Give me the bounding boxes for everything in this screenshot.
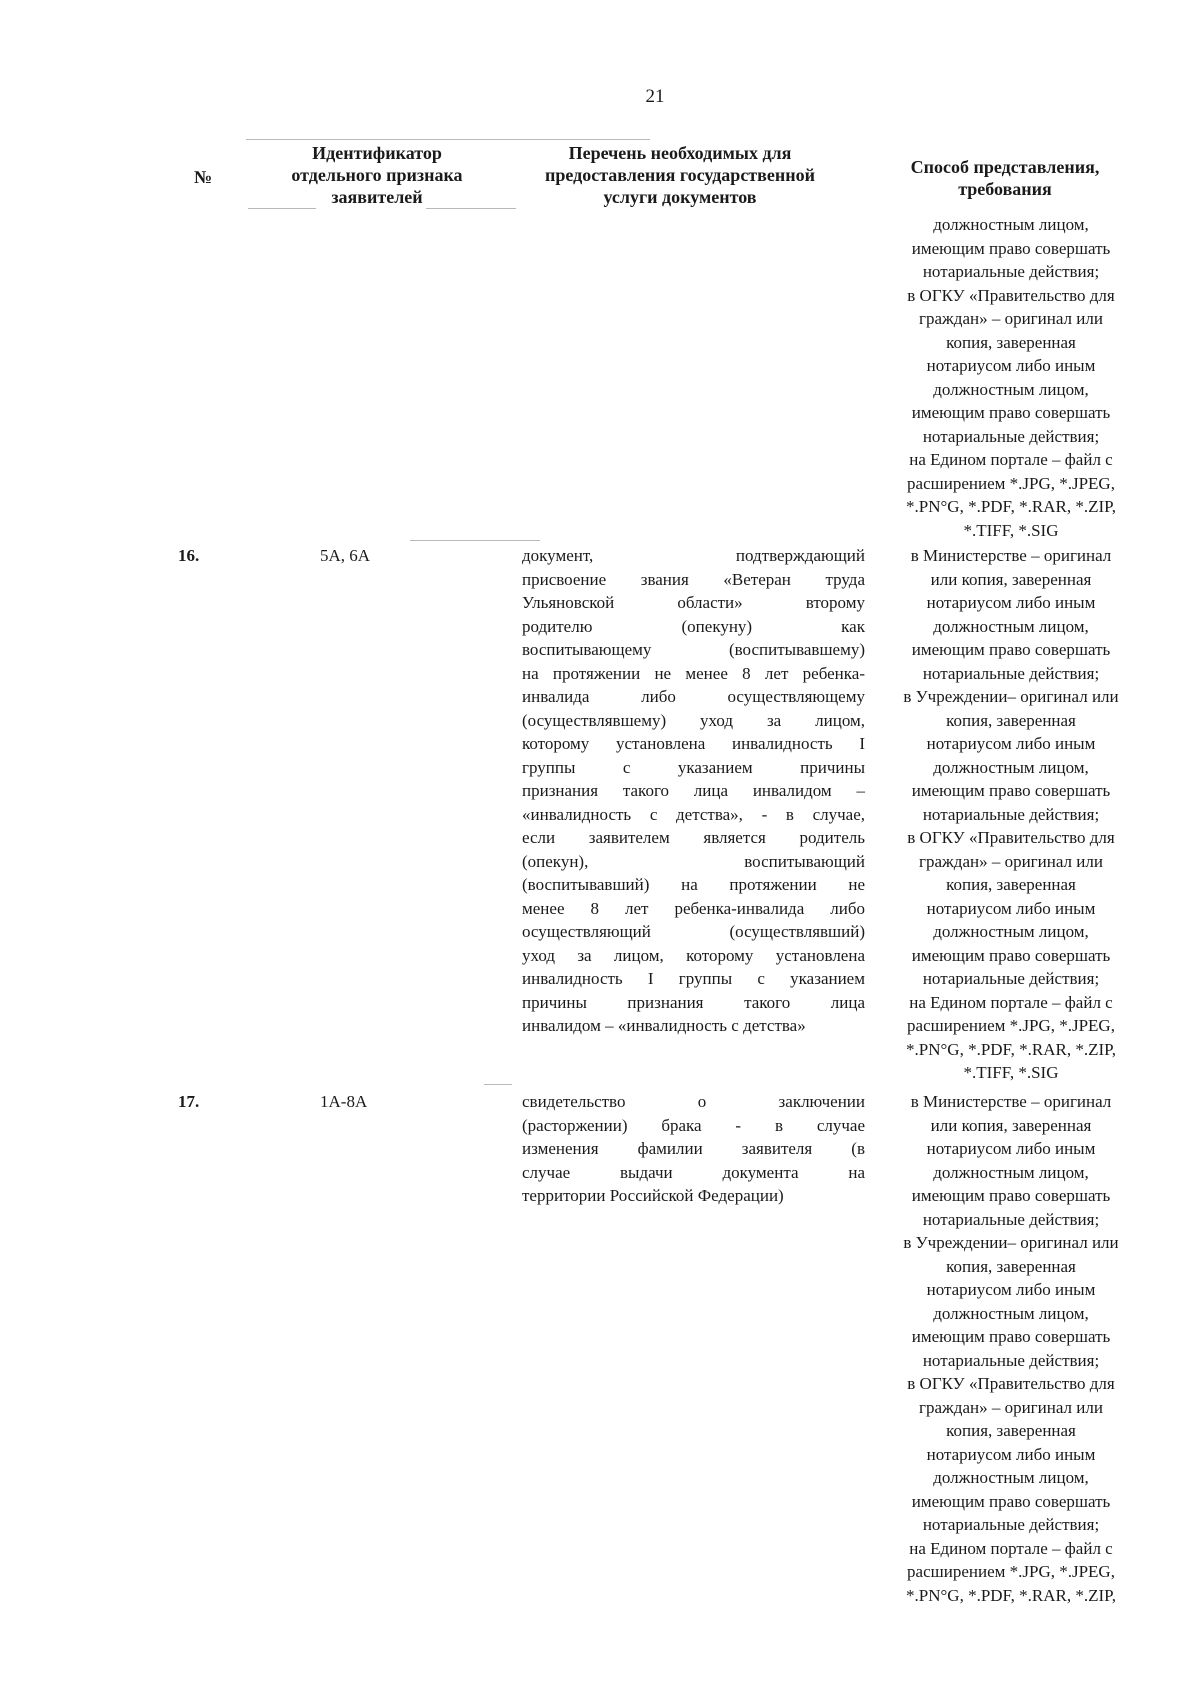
cell-text-line: должностным лицом, [933, 922, 1089, 941]
header-documents-line: Перечень необходимых для [568, 143, 792, 163]
cell-text-line: граждан» – оригинал или [919, 851, 1103, 871]
cell-text-line: нотариальные действия; [922, 663, 1100, 683]
cell-text-line: менее 8 лет ребенка-инвалида либо [522, 898, 865, 918]
cell-text-line: причины признания такого лица [522, 992, 865, 1012]
cell-text-line: в ОГКУ «Правительство для [907, 285, 1115, 305]
cell-text-line: осуществляющий (осуществлявший) [522, 922, 865, 941]
cell-text-line: документ, подтверждающий [522, 546, 865, 565]
cell-text-line: имеющим право совершать [911, 403, 1111, 422]
cell-text-line: нотариальные действия; [922, 426, 1100, 446]
cell-text-line: на Едином портале – файл с [909, 1538, 1113, 1558]
header-identifier-line: отдельного признака [291, 165, 463, 185]
cell-text-line: *.PN°G, *.PDF, *.RAR, *.ZIP, [906, 1039, 1116, 1059]
cell-text-line: «инвалидность с детства», - в случае, [522, 804, 865, 824]
cell-text-line: (осуществлявшему) уход за лицом, [522, 710, 865, 730]
cell-text-line: нотариусом либо иным [926, 1444, 1096, 1464]
header-documents-line: услуги документов [603, 187, 757, 207]
cell-text-line: в ОГКУ «Правительство для [907, 828, 1115, 847]
cell-text-line: в ОГКУ «Правительство для [907, 1374, 1115, 1393]
scan-line-row17 [484, 1084, 512, 1085]
header-method-line: требования [958, 179, 1052, 199]
cell-text-line: расширением *.JPG, *.JPEG, [907, 1016, 1115, 1035]
cell-text-line: на Едином портале – файл с [909, 992, 1113, 1012]
cell-text-line: должностным лицом, [933, 757, 1089, 777]
row-number: 16. [178, 546, 200, 565]
cell-text-line: имеющим право совершать [911, 1491, 1111, 1511]
header-method-line: Способ представления, [910, 157, 1100, 177]
cell-text-line: должностным лицом, [933, 1162, 1089, 1182]
cell-text-line: *.TIFF, *.SIG [963, 520, 1059, 540]
cell-text-line: должностным лицом, [933, 616, 1089, 636]
cell-text-line: *.PN°G, *.PDF, *.RAR, *.ZIP, [906, 497, 1116, 516]
header-identifier [262, 142, 492, 208]
scan-line-row16 [410, 540, 540, 541]
cell-text-line: имеющим право совершать [911, 1327, 1111, 1346]
cell-text-line: граждан» – оригинал или [919, 309, 1103, 328]
cell-text-line: нотариусом либо иным [926, 356, 1096, 375]
row-method-cell [880, 1090, 1142, 1607]
cell-text-line: нотариальные действия; [922, 969, 1100, 988]
cell-text-line: изменения фамилии заявителя (в [522, 1139, 865, 1158]
page-number: 21 [645, 86, 665, 107]
cell-text-line: нотариусом либо иным [926, 1139, 1096, 1158]
cell-text-line: граждан» – оригинал или [919, 1397, 1103, 1417]
cell-text-line: имеющим право совершать [911, 945, 1111, 965]
header-documents-line: предоставления государственной [545, 165, 815, 185]
cell-text-line: инвалида либо осуществляющему [522, 687, 865, 706]
cell-text-line: копия, заверенная [946, 875, 1076, 894]
cell-text-line: в Учреждении– оригинал или [903, 1233, 1119, 1252]
cell-text-line: уход за лицом, которому установлена [522, 945, 865, 965]
row-number: 17. [178, 1092, 200, 1111]
cell-text-line: группы с указанием причины [522, 757, 865, 777]
cell-text-line: на протяжении не менее 8 лет ребенка- [522, 663, 865, 683]
cell-text-line: нотариальные действия; [922, 1350, 1100, 1370]
continuation-method-cell [880, 213, 1142, 542]
cell-text-line: копия, заверенная [946, 710, 1076, 730]
cell-text-line: нотариальные действия; [922, 262, 1100, 281]
cell-text-line: нотариальные действия; [922, 1515, 1100, 1534]
header-identifier-line: заявителей [331, 187, 423, 207]
cell-text-line: свидетельство о заключении [522, 1092, 865, 1111]
scan-line-header-left [248, 208, 316, 209]
header-number: № [193, 167, 213, 187]
row-documents-cell [522, 544, 865, 1038]
header-method [880, 156, 1130, 200]
cell-text-line: имеющим право совершать [911, 238, 1111, 258]
cell-text-line: должностным лицом, [933, 379, 1089, 399]
cell-text-line: имеющим право совершать [911, 640, 1111, 659]
header-identifier-line: Идентификатор [312, 143, 442, 163]
cell-text-line: расширением *.JPG, *.JPEG, [907, 1562, 1115, 1581]
cell-text-line: признания такого лица инвалидом – [522, 781, 865, 800]
cell-text-line: копия, заверенная [946, 1256, 1076, 1276]
scan-line-header-right [426, 208, 516, 209]
cell-text-line: в Министерстве – оригинал [910, 1092, 1112, 1111]
cell-text-line: копия, заверенная [946, 332, 1076, 352]
cell-text-line: или копия, заверенная [930, 569, 1092, 589]
cell-text-line: нотариусом либо иным [926, 1280, 1096, 1299]
cell-text-line: инвалидность I группы с указанием [522, 969, 865, 988]
row-identifier: 1А-8А [320, 1092, 368, 1111]
cell-text-line: должностным лицом, [933, 215, 1089, 234]
cell-text-line: *.PN°G, *.PDF, *.RAR, *.ZIP, [906, 1585, 1116, 1605]
cell-text-line: Ульяновской области» второму [522, 593, 865, 612]
cell-text-line: (воспитывавший) на протяжении не [522, 875, 865, 894]
row-method-cell [880, 544, 1142, 1085]
cell-text-line: должностным лицом, [933, 1303, 1089, 1323]
cell-text-line: (расторжении) брака - в случае [522, 1115, 865, 1135]
cell-text-line: нотариальные действия; [922, 804, 1100, 824]
cell-text-line: нотариусом либо иным [926, 898, 1096, 918]
cell-text-line: имеющим право совершать [911, 781, 1111, 800]
header-documents [500, 142, 860, 208]
cell-text-line: должностным лицом, [933, 1468, 1089, 1487]
cell-text-line: родителю (опекуну) как [522, 616, 865, 636]
cell-text-line: нотариусом либо иным [926, 734, 1096, 753]
cell-text-line: случае выдачи документа на [522, 1162, 865, 1182]
cell-text-line: (опекун), воспитывающий [522, 851, 865, 871]
cell-text-line: копия, заверенная [946, 1421, 1076, 1440]
cell-text-line: нотариусом либо иным [926, 593, 1096, 612]
cell-text-line: *.TIFF, *.SIG [963, 1063, 1059, 1082]
cell-text-line: в Учреждении– оригинал или [903, 687, 1119, 706]
cell-text-line: на Едином портале – файл с [909, 450, 1113, 469]
cell-text-line: воспитывающему (воспитывавшему) [522, 640, 865, 659]
cell-text-line: расширением *.JPG, *.JPEG, [907, 473, 1115, 493]
cell-text-line: имеющим право совершать [911, 1186, 1111, 1205]
cell-text-line: или копия, заверенная [930, 1115, 1092, 1135]
cell-text-line: в Министерстве – оригинал [910, 546, 1112, 565]
row-identifier: 5А, 6А [320, 546, 371, 565]
cell-text-line: присвоение звания «Ветеран труда [522, 569, 865, 589]
cell-text-line: нотариальные действия; [922, 1209, 1100, 1229]
row-documents-cell [522, 1090, 865, 1208]
cell-text-line: инвалидом – «инвалидность с детства» [522, 1016, 806, 1035]
scan-line-top [246, 139, 650, 140]
cell-text-line: которому установлена инвалидность I [522, 734, 865, 753]
cell-text-line: если заявителем является родитель [522, 828, 865, 847]
cell-text-line: территории Российской Федерации) [522, 1186, 784, 1205]
